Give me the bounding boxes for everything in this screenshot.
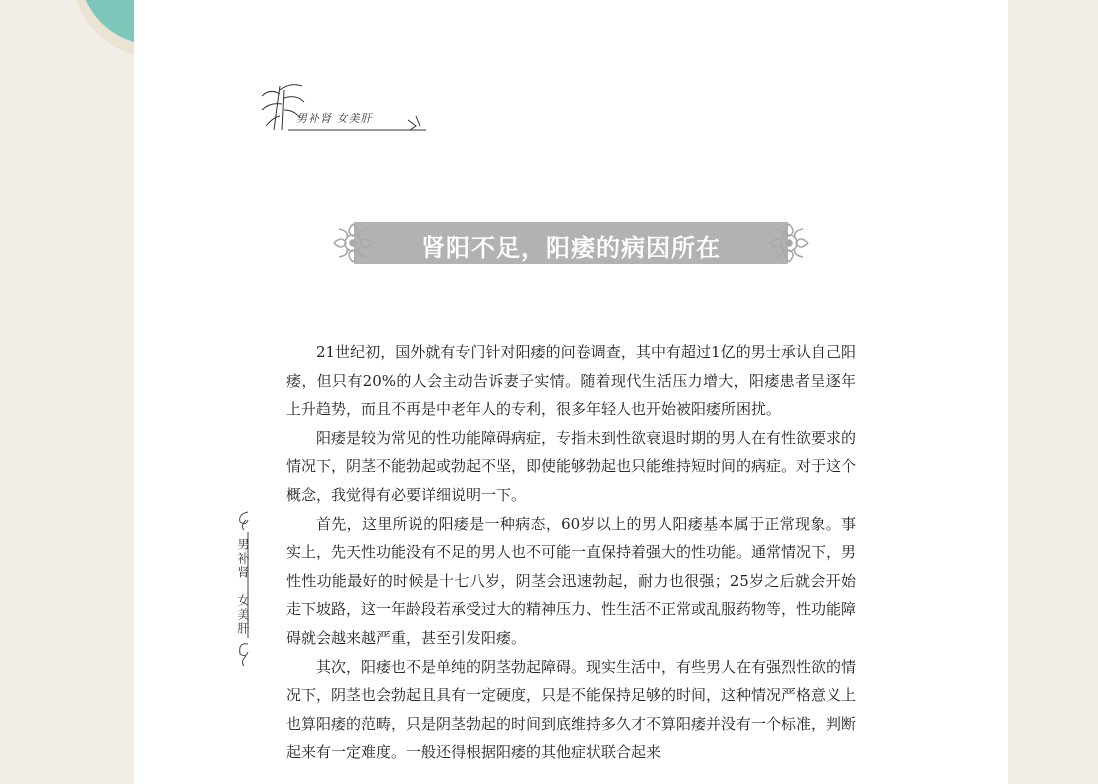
paragraph: 21世纪初，国外就有专门针对阳痿的问卷调查，其中有超过1亿的男士承认自己阳痿，但只有20%的人会主动告诉妻子实情。随着现代生活压力增大，阳痿患者呈逐年上升趋势，而且不再是中老年人的专利，很多年轻人也开始被阳痿所困扰。 xyxy=(286,343,856,419)
paragraph: 首先，这里所说的阳痿是一种病态，60岁以上的男人阳痿基本属于正常现象。事实上，先天性功能没有不足的男人也不可能一直保持着强大的性功能。通常情况下，男性性功能最好的时候是十七八岁，阴茎会迅速勃起，耐力也很强；25岁之后就会开始走下坡路，这一年龄段若承受过大的精神压力、性生活不正常或乱服药物等，性功能障碍就会越来越严重，甚至引发阳痿。 xyxy=(286,514,857,647)
section-title: 肾阳不足，阳痿的病因所在 xyxy=(421,233,721,262)
paragraph: 阳痿是较为常见的性功能障碍病症，专指未到性欲衰退时期的男人在有性欲要求的情况下，阴茎不能勃起或勃起不坚，即使能够勃起也只能维持短时间的病症。对于这个概念，我觉得有必要详细说明一下。 xyxy=(286,428,857,504)
body-text xyxy=(286,338,856,767)
bamboo-icon xyxy=(258,80,430,136)
side-label-text: 男补肾 女美肝 xyxy=(236,538,250,636)
ornament-right-icon xyxy=(766,220,812,266)
side-label xyxy=(226,508,256,668)
paragraph: 其次，阳痿也不是单纯的阴茎勃起障碍。现实生活中，有些男人在有强烈性欲的情况下，阴茎也会勃起且具有一定硬度，只是不能保持足够的时间，这种情况严格意义上也算阳痿的范畴，只是阴茎勃起的时间到底维持多久才不算阳痿并没有一个标准，判断起来有一定难度。一般还得根据阳痿的其他症状联合起来 xyxy=(286,657,857,762)
running-title: 男补肾 女美肝 xyxy=(296,112,373,125)
book-page xyxy=(134,0,1008,784)
section-title-banner xyxy=(330,220,812,266)
